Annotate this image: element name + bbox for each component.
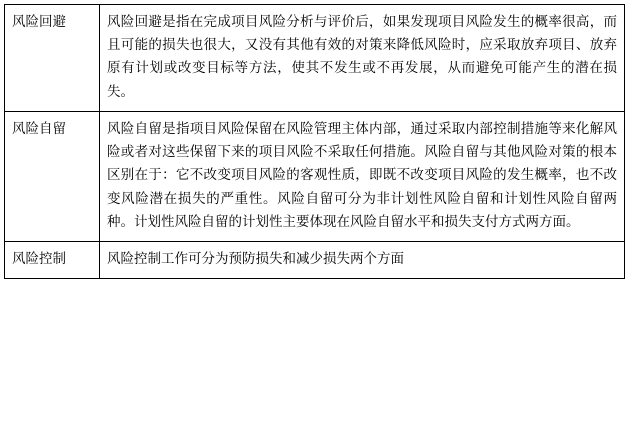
description-text: 风险控制工作可分为预防损失和减少损失两个方面 xyxy=(107,250,404,267)
table-cell-term xyxy=(5,111,100,241)
table-cell-term xyxy=(5,241,100,278)
term-label: 风险回避 xyxy=(12,14,66,30)
description-text: 风险回避是指在完成项目风险分析与评价后，如果发现项目风险发生的概率很高，而且可能的损失也很大，又没有其他有效的对策来降低风险时，应采取放弃项目、放弃原有计划或改变目标等方法，使其不发生或不再发展，从而避免可能产生的潜在损失。 xyxy=(107,14,617,100)
table-cell-description xyxy=(100,241,625,278)
table-cell-term xyxy=(5,5,100,112)
term-label: 风险控制 xyxy=(12,250,66,267)
risk-strategy-table xyxy=(4,4,625,279)
table-row xyxy=(5,241,625,278)
table-row xyxy=(5,5,625,112)
term-label: 风险自留 xyxy=(12,120,66,137)
table-row xyxy=(5,111,625,241)
description-text: 风险自留是指项目风险保留在风险管理主体内部，通过采取内部控制措施等来化解风险或者对这些保留下来的项目风险不采取任何措施。风险自留与其他风险对策的根本区别在于：它不改变项目风险的客观性质，即既不改变项目风险的发生概率，也不改变风险潜在损失的严重性。风险自留可分为非计划性风险自留和计划性风险自留两种。计划性风险自留的计划性主要体现在风险自留水平和损失支付方式两方面。 xyxy=(107,120,617,230)
table-cell-description xyxy=(100,111,625,241)
table-body xyxy=(5,5,625,279)
table-cell-description xyxy=(100,5,625,112)
